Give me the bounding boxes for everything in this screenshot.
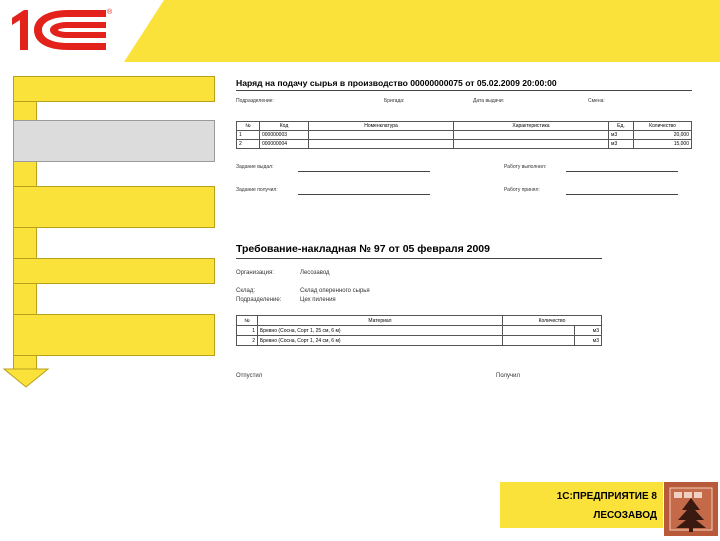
table-cell: 1 [237,326,258,336]
division-label: Подразделение: [236,297,282,303]
sign-line [298,194,430,195]
doc2-table [236,315,602,346]
table-cell [503,326,575,336]
doc1-title-rule [236,90,692,91]
table-cell: м3 [575,326,602,336]
sign-issued-label: Задание выдал: [236,164,274,170]
org-label: Организация: [236,270,274,276]
table-cell: Бревно (Сосна, Сорт 1, 25 см, 6 м) [258,326,503,336]
table-header: Количество [634,122,692,131]
1c-logo [6,4,118,56]
table-header: Характеристика [454,122,609,131]
lesozavod-emblem [664,482,718,536]
table-header: Код [260,122,309,131]
flow-box-5 [13,314,215,356]
received-label: Получил [496,373,520,379]
warehouse-value: Склад оперенного сырья [300,288,370,294]
table-cell [309,140,454,149]
doc2-title: Требование-накладная № 97 от 05 февраля 2009 [236,243,490,255]
flow-box-4 [13,258,215,284]
flow-box-3 [13,186,215,228]
sign-received-label: Задание получил: [236,187,278,193]
doc2-title-rule [236,258,602,259]
doc1-meta-date: Дата выдачи: [473,98,505,104]
table-cell: 15,000 [634,140,692,149]
doc1-table [236,121,692,149]
product-banner [500,482,663,528]
doc1-meta-division: Подразделение: [236,98,274,104]
table-header-row [237,316,602,326]
table-cell: 1 [237,131,260,140]
table-cell [503,336,575,346]
sign-line [566,194,678,195]
table-cell [454,131,609,140]
doc1-meta-shift: Смена: [588,98,605,104]
doc1-meta-brigade: Бригада: [384,98,405,104]
flow-box-2 [13,120,215,162]
header-diagonal [124,0,164,62]
table-row [237,131,692,140]
sign-line [298,171,430,172]
table-cell: 000000003 [260,131,309,140]
table-cell: 2 [237,336,258,346]
table-row [237,336,602,346]
table-header-row [237,122,692,131]
flow-connector [13,228,37,258]
table-cell: м3 [609,131,634,140]
table-header: Номенклатура [309,122,454,131]
svg-text:®: ® [107,9,113,16]
doc1-title: Наряд на подачу сырья в производство 00000000075 от 05.02.2009 20:00:00 [236,78,557,88]
sign-work-done-label: Работу выполнил: [504,164,547,170]
flow-box-1 [13,76,215,102]
table-header: Количество [503,316,602,326]
table-cell: Бревно (Сосна, Сорт 1, 24 см, 6 м) [258,336,503,346]
flow-connector [13,162,37,186]
product-name: 1С:ПРЕДПРИЯТИЕ 8 [556,491,657,502]
table-cell: 000000004 [260,140,309,149]
sign-work-accepted-label: Работу принял: [504,187,540,193]
table-header: Ед. [609,122,634,131]
table-row [237,326,602,336]
header-band [0,0,720,62]
tree-icon [664,482,718,536]
table-cell: м3 [575,336,602,346]
table-cell: 20,000 [634,131,692,140]
table-header: Материал [258,316,503,326]
org-value: Лесозавод [300,270,330,276]
table-cell: 2 [237,140,260,149]
table-header: № [237,316,258,326]
sign-line [566,171,678,172]
table-cell: м3 [609,140,634,149]
flow-connector [13,102,37,120]
division-value: Цех пиления [300,297,336,303]
table-cell [309,131,454,140]
released-label: Отпустил [236,373,263,379]
flow-connector [13,284,37,314]
table-row [237,140,692,149]
warehouse-label: Склад: [236,288,256,294]
table-cell [454,140,609,149]
product-edition: ЛЕСОЗАВОД [593,510,657,521]
down-arrow-icon [3,368,49,388]
table-header: № [237,122,260,131]
